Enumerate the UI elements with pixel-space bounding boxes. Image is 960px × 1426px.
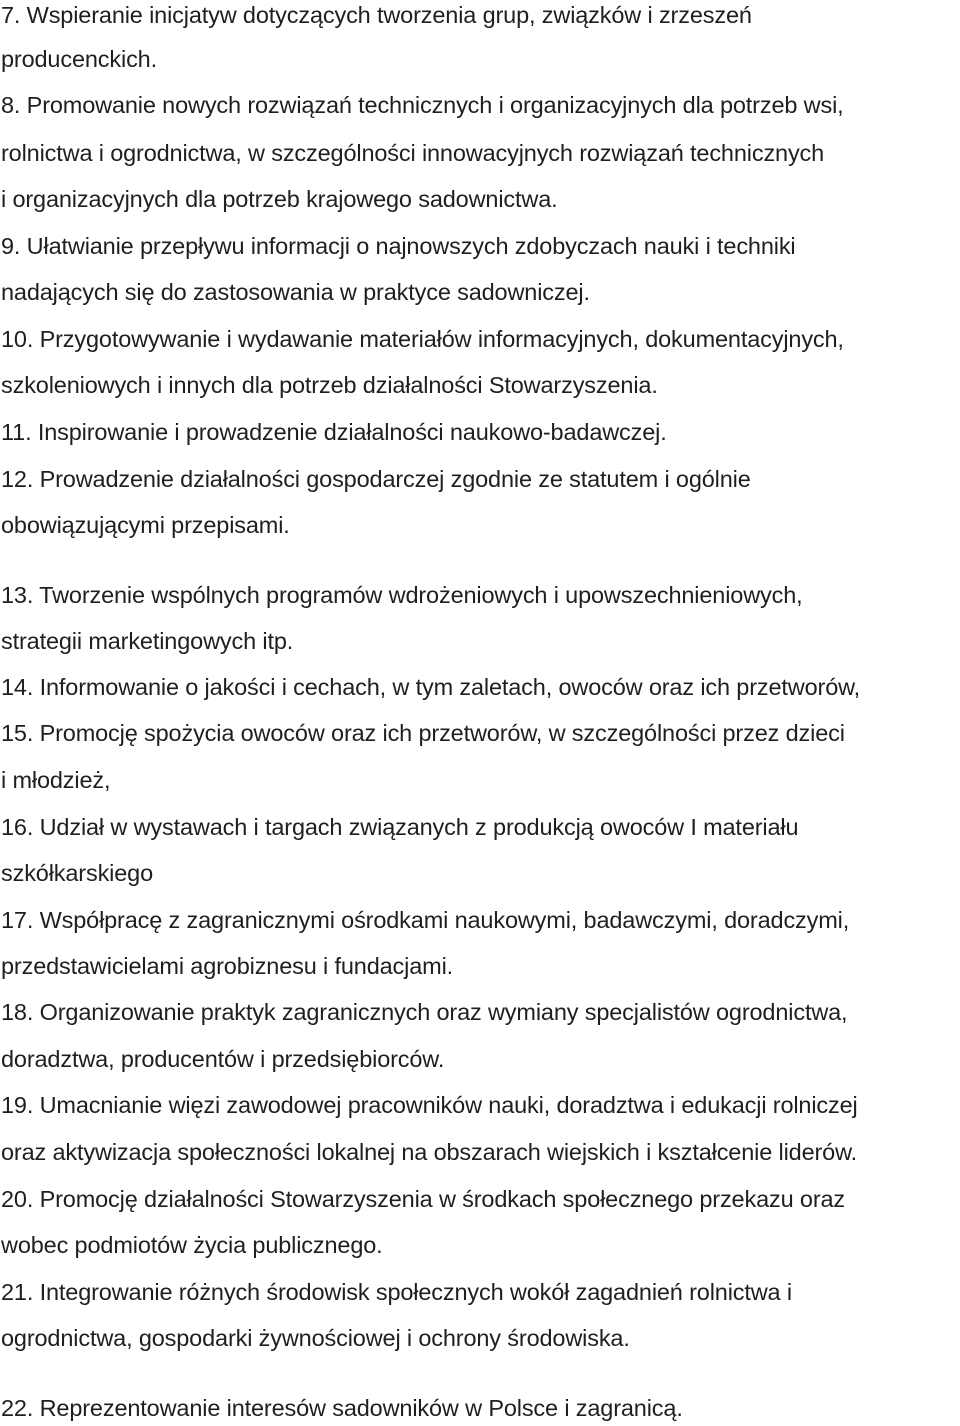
- text-line: 10. Przygotowywanie i wydawanie materiałów informacyjnych, dokumentacyjnych,: [1, 326, 844, 352]
- text-line: rolnictwa i ogrodnictwa, w szczególności innowacyjnych rozwiązań technicznych: [1, 140, 825, 166]
- text-line: 17. Współpracę z zagranicznymi ośrodkami naukowymi, badawczymi, doradczymi,: [1, 907, 850, 933]
- text-line: 19. Umacnianie więzi zawodowej pracowników nauki, doradztwa i edukacji rolniczej: [1, 1092, 858, 1118]
- text-line: 8. Promowanie nowych rozwiązań technicznych i organizacyjnych dla potrzeb wsi,: [1, 92, 844, 118]
- text-line: 22. Reprezentowanie interesów sadowników w Polsce i zagranicą.: [1, 1395, 683, 1421]
- text-line: strategii marketingowych itp.: [1, 628, 294, 654]
- text-line: 15. Promocję spożycia owoców oraz ich przetworów, w szczególności przez dzieci: [1, 720, 845, 746]
- text-line: producenckich.: [1, 46, 157, 72]
- text-line: szkoleniowych i innych dla potrzeb działalności Stowarzyszenia.: [1, 372, 658, 398]
- text-line: wobec podmiotów życia publicznego.: [1, 1232, 383, 1258]
- text-line: nadających się do zastosowania w praktyce sadowniczej.: [1, 279, 590, 305]
- text-line: 12. Prowadzenie działalności gospodarczej zgodnie ze statutem i ogólnie: [1, 466, 751, 492]
- text-line: 13. Tworzenie wspólnych programów wdrożeniowych i upowszechnieniowych,: [1, 582, 803, 608]
- text-line: obowiązującymi przepisami.: [1, 512, 290, 538]
- text-line: 16. Udział w wystawach i targach związanych z produkcją owoców I materiału: [1, 814, 799, 840]
- text-line: 14. Informowanie o jakości i cechach, w tym zaletach, owoców oraz ich przetworów,: [1, 674, 861, 700]
- text-line: doradztwa, producentów i przedsiębiorców.: [1, 1046, 445, 1072]
- text-line: 9. Ułatwianie przepływu informacji o najnowszych zdobyczach nauki i techniki: [1, 233, 796, 259]
- text-line: 20. Promocję działalności Stowarzyszenia w środkach społecznego przekazu oraz: [1, 1186, 846, 1212]
- text-line: i organizacyjnych dla potrzeb krajowego sadownictwa.: [1, 186, 558, 212]
- text-line: 18. Organizowanie praktyk zagranicznych oraz wymiany specjalistów ogrodnictwa,: [1, 999, 848, 1025]
- text-line: i młodzież,: [1, 767, 111, 793]
- text-line: 7. Wspieranie inicjatyw dotyczących tworzenia grup, związków i zrzeszeń: [1, 2, 752, 28]
- text-line: 11. Inspirowanie i prowadzenie działalności naukowo-badawczej.: [1, 419, 667, 445]
- text-line: ogrodnictwa, gospodarki żywnościowej i ochrony środowiska.: [1, 1325, 630, 1351]
- text-line: przedstawicielami agrobiznesu i fundacjami.: [1, 953, 454, 979]
- text-line: 21. Integrowanie różnych środowisk społecznych wokół zagadnień rolnictwa i: [1, 1279, 792, 1305]
- text-line: oraz aktywizacja społeczności lokalnej na obszarach wiejskich i kształcenie liderów.: [1, 1139, 857, 1165]
- text-line: szkółkarskiego: [1, 860, 154, 886]
